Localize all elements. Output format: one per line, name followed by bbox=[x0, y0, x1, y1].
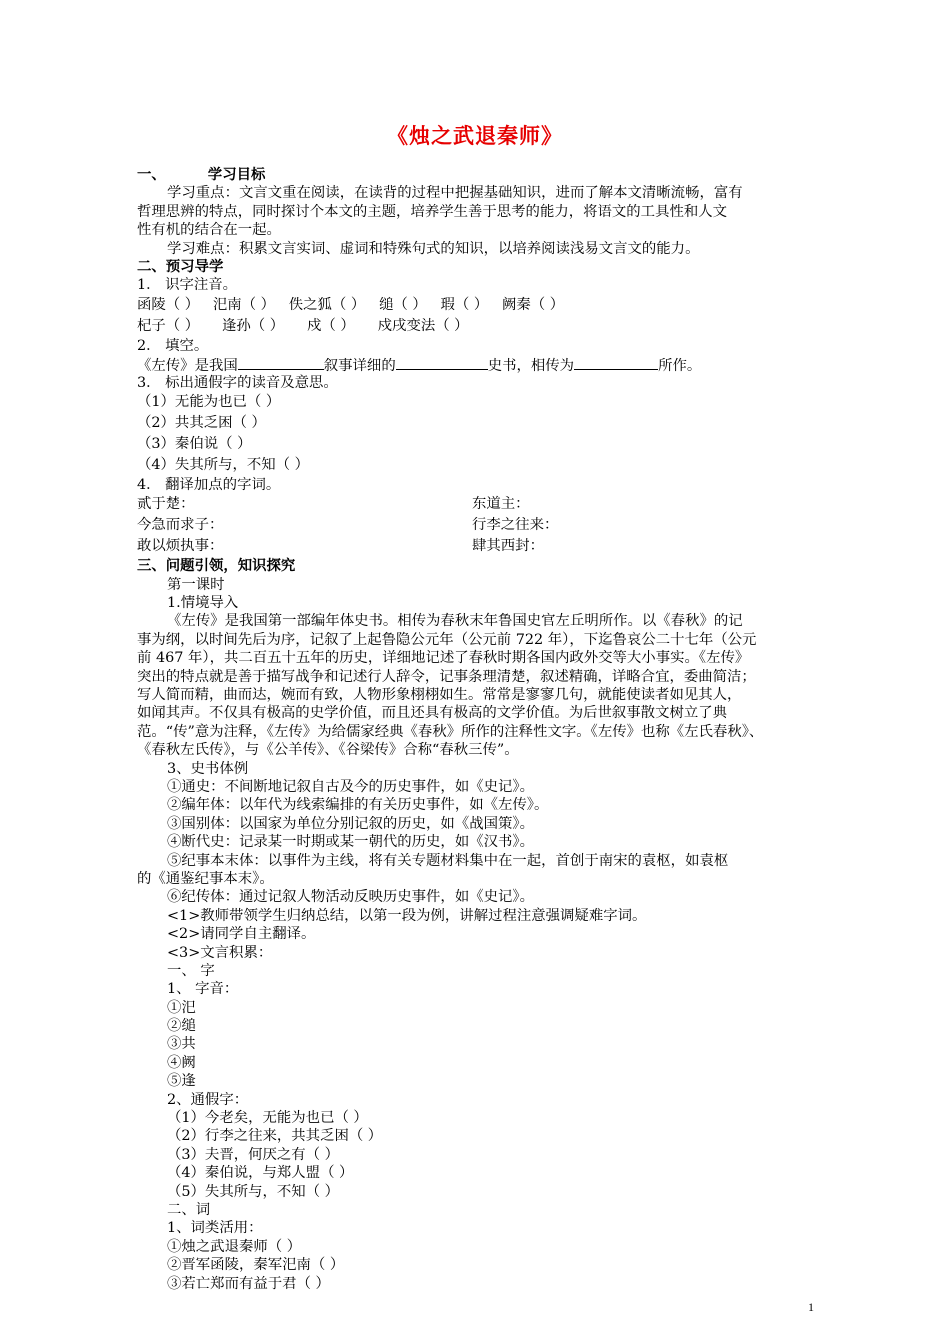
s1-line-4: 学习难点：积累文言实词、虚词和特殊句式的知识，以培养阅读浅易文言文的能力。 bbox=[167, 240, 700, 257]
shishu-item: ⑥纪传体：通过记叙人物活动反映历史事件，如《史记》。 bbox=[167, 889, 534, 906]
tongjia-heading: 2、通假字： bbox=[167, 1091, 249, 1108]
translate-item-right: 行李之往来： bbox=[472, 517, 559, 534]
cilei-heading: 1、词类活用： bbox=[167, 1220, 263, 1237]
q2-label: 2． 填空。 bbox=[137, 337, 209, 354]
tongjia-exercise: （5）失其所与，不知（ ） bbox=[167, 1183, 340, 1200]
section-1-number: 一、 bbox=[137, 166, 166, 183]
ziyin-heading: 1、 字音： bbox=[167, 981, 239, 998]
section-1-title: 学习目标 bbox=[207, 166, 266, 183]
pron-item: 缒（ ） bbox=[379, 296, 427, 313]
shishu-item: ⑤纪事本末体：以事件为主线，将有关专题材料集中在一起，首创于南宋的袁枢，如袁枢 bbox=[167, 852, 729, 869]
s1-line-2: 哲理思辨的特点，同时探讨个本文的主题，培养学生善于思考的能力，将语文的工具性和人文 bbox=[137, 203, 728, 220]
fill-text-a: 《左传》是我国 bbox=[137, 358, 238, 375]
fill-text-c: 史书，相传为 bbox=[487, 358, 575, 375]
translate-item-left: 今急而求子： bbox=[137, 517, 224, 534]
shishu-item: ③国别体：以国家为单位分别记叙的历史，如《战国策》。 bbox=[167, 815, 534, 832]
tongjia-item: （4）失其所与，不知（ ） bbox=[137, 456, 310, 473]
tongjia-item: （1）无能为也已（ ） bbox=[137, 393, 281, 410]
intro-line: 《左传》是我国第一部编年体史书。相传为春秋末年鲁国史官左丘明所作。以《春秋》的记 bbox=[167, 613, 743, 630]
s1-line-3: 性有机的结合在一起。 bbox=[137, 222, 281, 239]
intro-line: 突出的特点就是善于描写战争和记述行人辞令，记事条理清楚，叙述精确，详略合宜，委曲简洁； bbox=[137, 668, 756, 685]
ziyin-item: ③共 bbox=[167, 1036, 196, 1053]
tongjia-exercise: （4）秦伯说，与郑人盟（ ） bbox=[167, 1165, 354, 1182]
ziyin-item: ④阙 bbox=[167, 1054, 196, 1071]
step-item: <2>请同学自主翻译。 bbox=[167, 926, 316, 943]
pron-item: 瑕（ ） bbox=[440, 296, 489, 313]
ziyin-item: ②缒 bbox=[167, 1018, 196, 1035]
page-number: 1 bbox=[808, 1300, 814, 1314]
pronunciation-row-1 bbox=[137, 295, 817, 316]
translate-item-right: 肆其西封： bbox=[472, 538, 544, 555]
pron-item: 汜南（ ） bbox=[212, 296, 276, 313]
fill-text-b: 叙事详细的 bbox=[323, 358, 396, 375]
intro-line: 前 467 年），共二百五十五年的历史，详细地记述了春秋时期各国内政外交等大小事实。《左传》 bbox=[137, 650, 750, 667]
shishu-item: 的《通鉴纪事本末》。 bbox=[137, 870, 274, 887]
intro-line: 范。“传”意为注释，《左传》为给儒家经典《春秋》所作的注释性文字。《左传》也称《左氏春秋》、 bbox=[137, 723, 764, 740]
pron-item: 逢孙（ ） bbox=[222, 317, 285, 334]
shishu-item: ②编年体：以年代为线索编排的有关历史事件，如《左传》。 bbox=[167, 797, 549, 814]
s1-line-1: 学习重点：文言文重在阅读，在读背的过程中把握基础知识，进而了解本文清晰流畅，富有 bbox=[167, 185, 743, 202]
translate-item-left: 敢以烦执事： bbox=[137, 538, 224, 555]
translate-row bbox=[137, 515, 817, 536]
intro-line: 《春秋左氏传》，与《公羊传》、《谷梁传》合称“春秋三传”。 bbox=[137, 742, 519, 759]
pron-item: 阙秦（ ） bbox=[501, 296, 565, 313]
zi-heading: 一、 字 bbox=[167, 962, 215, 979]
section-1-heading bbox=[137, 166, 817, 184]
tongjia-exercise: （1）今老矣，无能为也已（ ） bbox=[167, 1110, 368, 1127]
translate-row bbox=[137, 536, 817, 557]
intro-line: 写人简而精，曲而达，婉而有致，人物形象栩栩如生。常常是寥寥几句，就能使读者如见其人， bbox=[137, 687, 742, 704]
shishu-heading: 3、史书体例 bbox=[167, 760, 249, 777]
cilei-item: ①烛之武退秦师（ ） bbox=[167, 1238, 302, 1255]
fill-in-line bbox=[137, 355, 817, 373]
document-title: 《烛之武退秦师》 bbox=[387, 123, 563, 148]
shishu-item: ④断代史：记录某一时期或某一朝代的历史，如《汉书》。 bbox=[167, 834, 534, 851]
intro-line: 事为纲，以时间先后为序，记叙了上起鲁隐公元年（公元前 722 年），下迄鲁哀公二十七年（公元 bbox=[137, 631, 757, 648]
pron-item: 戍戌变法（ ） bbox=[377, 317, 469, 334]
pron-item: 戍（ ） bbox=[307, 317, 355, 334]
tongjia-exercise: （2）行李之往来，共其乏困（ ） bbox=[167, 1128, 383, 1145]
document-body bbox=[137, 166, 817, 1293]
ziyin-item: ⑤逢 bbox=[167, 1073, 196, 1090]
tongjia-item: （3）秦伯说（ ） bbox=[137, 435, 252, 452]
pronunciation-row-2 bbox=[137, 316, 817, 337]
q1-label: 1． 识字注音。 bbox=[137, 277, 238, 294]
intro-heading: 1.情境导入 bbox=[167, 595, 239, 612]
tongjia-item: （2）共其乏困（ ） bbox=[137, 414, 266, 431]
q3-label: 3． 标出通假字的读音及意思。 bbox=[137, 374, 338, 391]
fill-blank-2[interactable] bbox=[396, 355, 488, 370]
pron-item: 函陵（ ） bbox=[137, 296, 200, 313]
lesson-label: 第一课时 bbox=[167, 576, 225, 593]
pron-item: 杞子（ ） bbox=[137, 317, 200, 334]
section-3-heading: 三、问题引领，知识探究 bbox=[137, 557, 296, 575]
fill-blank-1[interactable] bbox=[238, 355, 324, 370]
translate-item-right: 东道主： bbox=[472, 496, 530, 513]
intro-line: 如闻其声。不仅具有极高的史学价值，而且还具有极高的文学价值。为后世叙事散文树立了典 bbox=[137, 705, 728, 722]
section-2-heading: 二、预习导学 bbox=[137, 257, 224, 275]
translate-item-left: 贰于楚： bbox=[137, 496, 195, 513]
cilei-item: ③若亡郑而有益于君（ ） bbox=[167, 1275, 330, 1292]
q4-label: 4． 翻译加点的字词。 bbox=[137, 476, 281, 493]
fill-text-d: 所作。 bbox=[658, 358, 702, 375]
ci-heading: 二、词 bbox=[167, 1201, 211, 1218]
shishu-item: ①通史：不间断地记叙自古及今的历史事件，如《史记》。 bbox=[167, 778, 534, 795]
ziyin-item: ①汜 bbox=[167, 999, 196, 1016]
tongjia-exercise: （3）夫晋，何厌之有（ ） bbox=[167, 1146, 340, 1163]
cilei-item: ②晋军函陵，秦军汜南（ ） bbox=[167, 1257, 345, 1274]
fill-blank-3[interactable] bbox=[574, 355, 658, 370]
step-item: <1>教师带领学生归纳总结，以第一段为例，讲解过程注意强调疑难字词。 bbox=[167, 907, 647, 924]
translate-row bbox=[137, 494, 817, 515]
step-item: <3>文言积累： bbox=[167, 944, 273, 961]
pron-item: 佚之狐（ ） bbox=[288, 296, 366, 313]
